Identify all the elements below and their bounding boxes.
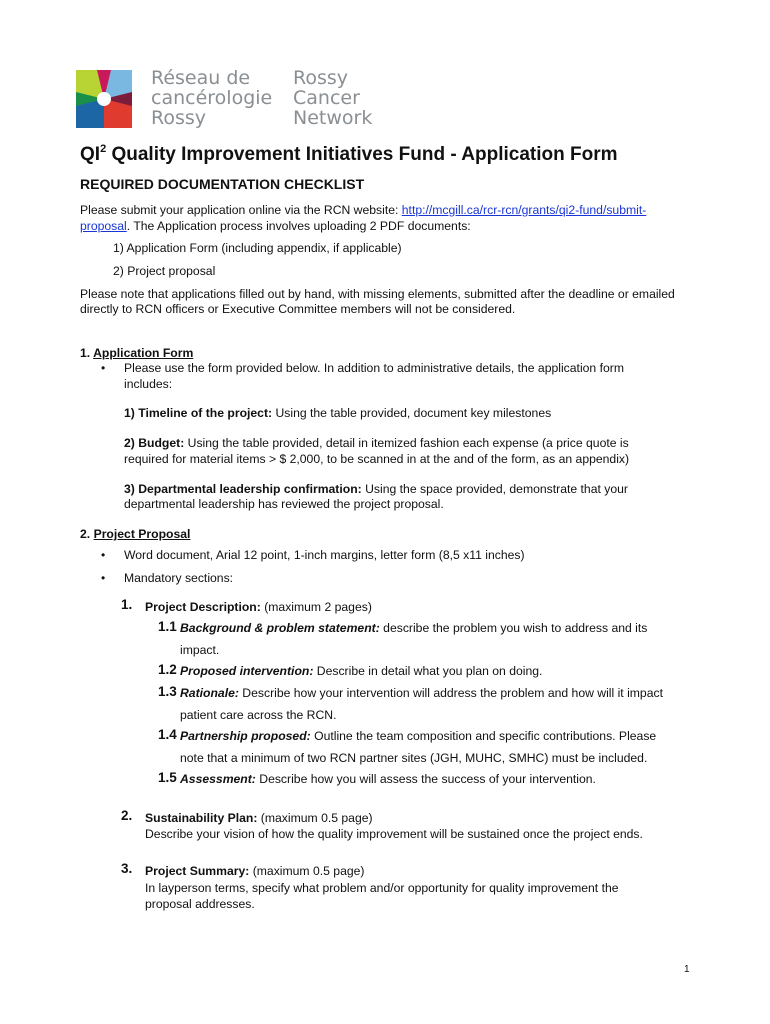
title-prefix: QI	[80, 144, 101, 165]
background-item	[180, 620, 647, 636]
logo-en-line: Rossy	[293, 67, 349, 89]
required-document-1: 1) Application Form (including appendix, if applicable)	[113, 241, 402, 255]
intro-line-2	[80, 218, 471, 234]
partnership-label: Partnership proposed:	[180, 729, 311, 743]
summary-heading	[145, 863, 364, 879]
section-2-heading	[80, 526, 190, 542]
budget-label: 2) Budget:	[124, 436, 185, 450]
logo-en-line: Network	[293, 107, 373, 129]
rationale-text: Describe how your intervention will address the problem and how will it impact	[238, 686, 663, 700]
logo-text-en	[293, 68, 372, 128]
title-superscript: 2	[100, 143, 107, 155]
assessment-label: Assessment:	[180, 772, 256, 786]
leadership-text: Using the space provided, demonstrate that your	[361, 482, 628, 496]
leadership-item	[124, 481, 628, 497]
background-item-cont: impact.	[180, 643, 220, 657]
section-1-number: 1.	[80, 346, 94, 360]
leadership-label: 3) Departmental leadership confirmation:	[124, 482, 362, 496]
rcn-logo-mark-icon	[76, 70, 132, 128]
assessment-item	[180, 771, 596, 787]
project-description-heading	[145, 599, 372, 615]
timeline-label: 1) Timeline of the project:	[124, 406, 273, 420]
partnership-text: Outline the team composition and specific contributions. Please	[310, 729, 657, 743]
rcn-logo	[76, 67, 406, 132]
sustainability-heading	[145, 810, 373, 826]
intervention-item	[180, 663, 542, 679]
subsection-number: 1.	[121, 597, 133, 612]
summary-description: In layperson terms, specify what problem and/or opportunity for quality improvement the	[145, 881, 619, 895]
rcn-website-link[interactable]: http://mcgill.ca/rcr-rcn/grants/qi2-fund/submit-	[401, 203, 647, 217]
bullet-icon: •	[101, 548, 106, 562]
budget-text: Using the table provided, detail in itemized fashion each expense (a price quote is	[184, 436, 629, 450]
subsection-number: 2.	[121, 808, 133, 823]
summary-label: Project Summary:	[145, 864, 250, 878]
intro-text: . The Application process involves uploading 2 PDF documents:	[126, 219, 471, 233]
item-number: 1.2	[158, 662, 177, 677]
summary-limit: (maximum 0.5 page)	[249, 864, 365, 878]
leadership-item-cont: departmental leadership has reviewed the project proposal.	[124, 497, 444, 511]
budget-item-cont: required for material items > $ 2,000, to be scanned in at the and of the form, as an appendix)	[124, 452, 630, 466]
page-number: 1	[684, 964, 690, 975]
background-text: describe the problem you wish to address and its	[379, 621, 648, 635]
rcn-website-link-continued[interactable]: proposal	[80, 219, 127, 233]
section-1-heading	[80, 345, 193, 361]
rationale-label: Rationale:	[180, 686, 239, 700]
sustainability-limit: (maximum 0.5 page)	[257, 811, 373, 825]
background-label: Background & problem statement:	[180, 621, 380, 635]
mandatory-sections-label: Mandatory sections:	[124, 571, 234, 585]
logo-fr-line: cancérologie	[151, 87, 273, 109]
budget-item	[124, 435, 629, 451]
logo-fr-line: Rossy	[151, 107, 207, 129]
sustainability-description: Describe your vision of how the quality improvement will be sustained once the project ends.	[145, 827, 643, 841]
note-line-2: directly to RCN officers or Executive Committee members will not be considered.	[80, 302, 516, 316]
partnership-item-cont: note that a minimum of two RCN partner sites (JGH, MUHC, SMHC) must be included.	[180, 751, 648, 765]
required-document-2: 2) Project proposal	[113, 264, 216, 278]
logo-text-fr	[151, 68, 272, 128]
page-title	[80, 143, 617, 166]
section-1-bullet-text: Please use the form provided below. In addition to administrative details, the application form	[124, 361, 624, 375]
intervention-text: Describe in detail what you plan on doing.	[313, 664, 543, 678]
bullet-icon: •	[101, 571, 106, 585]
checklist-heading: REQUIRED DOCUMENTATION CHECKLIST	[80, 176, 365, 192]
summary-description-cont: proposal addresses.	[145, 897, 255, 911]
logo-en-line: Cancer	[293, 87, 360, 109]
intro-text: Please submit your application online via the RCN website:	[80, 203, 402, 217]
timeline-text: Using the table provided, document key milestones	[272, 406, 552, 420]
assessment-text: Describe how you will assess the success of your intervention.	[255, 772, 596, 786]
rationale-item-cont: patient care across the RCN.	[180, 708, 337, 722]
section-2-title: Project Proposal	[93, 527, 191, 541]
subsection-number: 3.	[121, 861, 133, 876]
intro-line-1	[80, 202, 646, 218]
item-number: 1.1	[158, 619, 177, 634]
project-description-limit: (maximum 2 pages)	[260, 600, 372, 614]
section-2-number: 2.	[80, 527, 94, 541]
sustainability-label: Sustainability Plan:	[145, 811, 258, 825]
item-number: 1.4	[158, 727, 177, 742]
section-1-bullet-text-cont: includes:	[124, 377, 173, 391]
project-description-label: Project Description:	[145, 600, 261, 614]
logo-fr-line: Réseau de	[151, 67, 251, 89]
intervention-label: Proposed intervention:	[180, 664, 314, 678]
note-line-1: Please note that applications filled out by hand, with missing elements, submitted after the deadline or emailed	[80, 287, 675, 301]
title-rest: Quality Improvement Initiatives Fund - Application Form	[106, 144, 618, 165]
section-1-title: Application Form	[93, 346, 194, 360]
item-number: 1.5	[158, 770, 177, 785]
bullet-icon: •	[101, 361, 106, 375]
item-number: 1.3	[158, 684, 177, 699]
timeline-item	[124, 405, 551, 421]
format-requirement: Word document, Arial 12 point, 1-inch margins, letter form (8,5 x11 inches)	[124, 548, 525, 562]
rationale-item	[180, 685, 663, 701]
partnership-item	[180, 728, 656, 744]
